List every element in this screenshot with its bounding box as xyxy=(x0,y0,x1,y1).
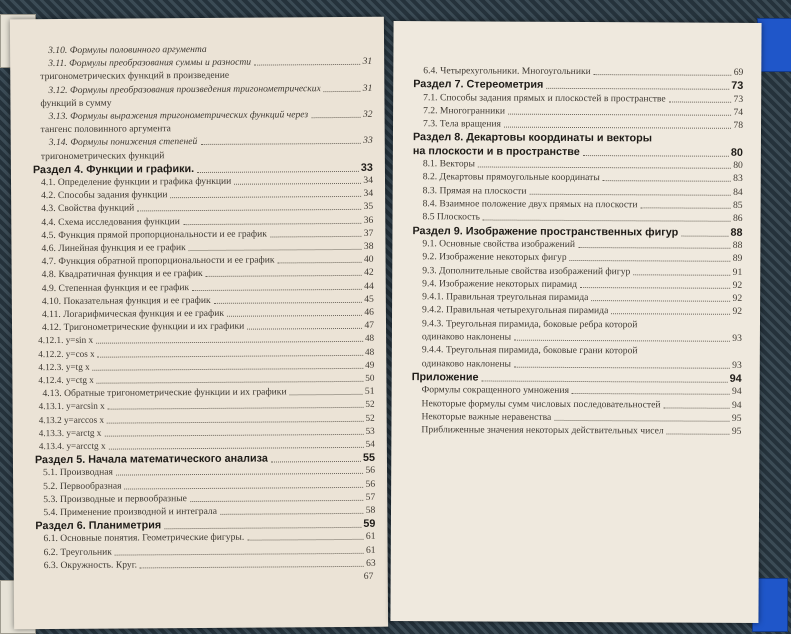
toc-entry xyxy=(43,531,375,544)
toc-page-number: 45 xyxy=(364,293,374,305)
toc-page-number: 57 xyxy=(365,491,376,503)
toc-entry xyxy=(423,198,743,211)
dot-leader xyxy=(514,366,730,368)
toc-page-number: 53 xyxy=(365,425,375,436)
toc-page-number: 94 xyxy=(732,386,742,398)
toc-page-number: 32 xyxy=(362,108,373,120)
toc-entry xyxy=(421,424,741,437)
toc-entry-title: 9.2. Изображение некоторых фигур xyxy=(422,251,567,264)
dot-leader xyxy=(189,249,362,251)
toc-entry-title: 9.1. Основные свойства изображений xyxy=(422,238,576,250)
toc-entry-title: 5.4. Применение производной и интеграла xyxy=(43,505,218,519)
toc-entry-title: 3.10. Формулы половинного аргумента xyxy=(48,43,207,57)
toc-entry-title: 4.12.2. y=cos x xyxy=(38,348,95,359)
dot-leader xyxy=(583,155,729,157)
toc-entry-title: 4.3. Свойства функций xyxy=(41,202,135,215)
toc-page-number: 84 xyxy=(733,186,743,198)
toc-entry-title: 4.12.4. y=ctg x xyxy=(38,374,94,386)
toc-entry xyxy=(423,105,743,118)
toc-page-number: 51 xyxy=(364,385,375,398)
toc-page-number: 33 xyxy=(363,135,373,147)
toc-entry-title: Некоторые формулы сумм числовых последовательностей xyxy=(421,397,661,410)
toc-entry xyxy=(422,331,742,344)
toc-entry xyxy=(41,175,373,188)
toc-page-number: 63 xyxy=(366,557,376,569)
dot-leader xyxy=(514,340,730,342)
toc-entry xyxy=(42,280,374,293)
toc-entry-title: 4.11. Логарифмическая функция и ее график xyxy=(41,307,225,321)
dot-leader xyxy=(137,209,361,212)
toc-entry xyxy=(42,307,374,320)
toc-section-heading xyxy=(33,162,373,176)
toc-page-number: 42 xyxy=(364,267,374,279)
toc-page-number: 94 xyxy=(729,372,742,385)
toc-page-number: 31 xyxy=(362,82,373,94)
left-page xyxy=(10,17,388,630)
toc-page-number: 55 xyxy=(362,451,375,465)
toc-entry xyxy=(422,305,742,318)
toc-entry xyxy=(422,398,742,411)
toc-entry xyxy=(38,360,374,373)
toc-page-number: 61 xyxy=(365,531,376,543)
toc-entry-title: 9.4. Изображение некоторых пирамид xyxy=(422,277,578,290)
toc-section-heading xyxy=(412,371,742,385)
dot-leader xyxy=(271,461,361,463)
toc-entry xyxy=(38,333,374,346)
toc-entry-title: 9.3. Дополнительные свойства изображений фигур xyxy=(422,264,631,277)
toc-entry-title: 4.13.2 y=arccos x xyxy=(38,414,105,425)
toc-entry-title: 5.2. Первообразная xyxy=(43,480,122,492)
toc-page-number: 67 xyxy=(363,570,374,582)
dot-leader xyxy=(247,328,362,330)
toc-entry xyxy=(39,439,375,452)
toc-entry-title: 8.2. Декартовы прямоугольные координаты xyxy=(422,171,600,184)
toc-entry-title: 6.2. Треугольник xyxy=(43,546,112,558)
toc-page-number: 34 xyxy=(363,174,374,186)
toc-entry xyxy=(42,320,374,333)
toc-entry xyxy=(39,426,375,439)
dot-leader xyxy=(578,247,731,249)
toc-entry-title: 4.13.3. y=arctg x xyxy=(38,427,102,438)
toc-entry-title: Раздел 4. Функции и графики. xyxy=(32,162,195,176)
dot-leader xyxy=(234,183,361,185)
toc-page-number: 92 xyxy=(732,292,743,304)
toc-entry xyxy=(42,294,374,307)
toc-page-number: 85 xyxy=(732,199,743,211)
toc-entry-title: одинаково наклонены xyxy=(421,331,512,343)
dot-leader xyxy=(641,207,731,208)
toc-entry xyxy=(423,118,743,131)
toc-page-number: 94 xyxy=(731,399,742,411)
toc-page-number: 69 xyxy=(733,66,744,78)
toc-entry xyxy=(41,228,373,241)
dot-leader xyxy=(96,341,363,344)
toc-entry-title: 4.2. Способы задания функции xyxy=(41,189,168,202)
toc-page-number: 78 xyxy=(733,120,744,132)
toc-entry-title: 7.1. Способы задания прямых и плоскостей в пространстве xyxy=(423,91,666,105)
toc-page-number: 92 xyxy=(732,279,743,291)
toc-page-number: 52 xyxy=(365,399,375,410)
dot-leader xyxy=(669,101,732,102)
toc-entry-title: 4.12.3. y=tg x xyxy=(38,361,90,372)
toc-entry xyxy=(41,188,373,201)
toc-entry-title: 4.10. Показательная функция и ее график xyxy=(41,294,211,307)
toc-entry-title: 3.13. Формулы выражения тригонометрических функций через xyxy=(48,109,309,123)
dot-leader xyxy=(483,220,731,222)
toc-entry xyxy=(423,92,743,105)
toc-entry xyxy=(422,265,742,278)
dot-leader xyxy=(206,275,362,277)
right-page xyxy=(390,21,761,623)
toc-page-number: 35 xyxy=(363,201,374,213)
toc-entry-title: 3.11. Формулы преобразования суммы и разности xyxy=(48,56,252,70)
toc-entry xyxy=(422,358,742,371)
toc-entry xyxy=(44,558,376,571)
toc-entry-title: 6.4. Четырехугольники. Многоугольники xyxy=(423,65,591,78)
toc-page-number: 56 xyxy=(365,478,376,490)
toc-entry xyxy=(42,267,374,280)
dot-leader xyxy=(164,527,361,529)
toc-page-number: 59 xyxy=(363,517,376,531)
toc-entry-title: Приближенные значения некоторых действительных чисел xyxy=(421,424,664,437)
dot-leader xyxy=(594,74,732,76)
toc-entry-title: 7.2. Многогранники xyxy=(423,105,506,117)
toc-entry xyxy=(422,278,742,291)
dot-leader xyxy=(192,288,362,290)
toc-page-number: 86 xyxy=(732,213,743,225)
dot-leader xyxy=(667,434,730,435)
dot-leader xyxy=(611,314,730,316)
dot-leader xyxy=(97,381,363,384)
dot-leader xyxy=(104,434,363,437)
toc-entry-title: Раздел 9. Изображение пространственных фигур xyxy=(412,224,679,239)
dot-leader xyxy=(116,473,364,476)
toc-page-number: 93 xyxy=(732,332,742,344)
toc-page-number: 47 xyxy=(364,319,375,332)
dot-leader xyxy=(663,407,729,408)
dot-leader xyxy=(183,222,362,224)
toc-entry-title: 4.1. Определение функции и графика функции xyxy=(40,175,232,189)
toc-entry-title: одинаково наклонены xyxy=(421,357,511,370)
toc-entry-title: Раздел 5. Начала математического анализа xyxy=(34,452,268,467)
toc-page-number: 61 xyxy=(365,544,376,556)
toc-page-number: 88 xyxy=(730,226,743,239)
toc-entry-title: 3.14. Формулы понижения степеней xyxy=(48,136,198,149)
toc-entry xyxy=(44,544,376,557)
toc-entry-title: 7.3. Тела вращения xyxy=(423,118,501,130)
dot-leader xyxy=(200,143,361,145)
toc-page-number: 44 xyxy=(364,280,374,292)
toc-entry xyxy=(42,386,374,399)
dot-leader xyxy=(570,260,731,262)
toc-entry-title: 4.8. Квадратичная функция и ее график xyxy=(41,268,203,281)
dot-leader xyxy=(591,300,730,302)
toc-page-number: 31 xyxy=(362,55,373,68)
toc-entry-title: функций в сумму xyxy=(40,97,112,109)
toc-entry-title: 8.5 Плоскость xyxy=(422,211,481,223)
toc-page-number: 33 xyxy=(360,161,373,174)
toc-entry-title: тригонометрических функций xyxy=(40,149,165,162)
toc-entry xyxy=(39,412,375,425)
page-clip-icon xyxy=(757,18,791,72)
dot-leader xyxy=(603,181,731,183)
toc-entry xyxy=(38,373,374,386)
dot-leader xyxy=(633,274,730,276)
dot-leader xyxy=(109,447,364,450)
toc-entry-title: 3.12. Формулы преобразования произведения тригонометрических xyxy=(48,82,321,96)
toc-entry-title: 8.3. Прямая на плоскости xyxy=(422,184,527,197)
toc-entry-title: 4.12.1. y=sin x xyxy=(38,335,94,346)
toc-page-number: 46 xyxy=(364,306,374,318)
dot-leader xyxy=(290,394,363,396)
toc-entry-title: 9.4.4. Треугольная пирамида, боковые грани которой xyxy=(421,344,638,357)
toc-page-number: 73 xyxy=(733,93,744,105)
dot-leader xyxy=(529,193,731,195)
dot-leader xyxy=(125,486,364,489)
toc-page-number: 73 xyxy=(731,80,744,93)
toc-entry xyxy=(422,251,742,264)
toc-entry-title: 9.4.1. Правильная треугольная пирамида xyxy=(422,291,589,304)
toc-entry-title: Некоторые важные неравенства xyxy=(421,410,552,423)
toc-entry-title: 4.9. Степенная функция и ее график xyxy=(41,281,190,294)
toc-entry-title: 4.12. Тригонометрические функции и их графики xyxy=(41,320,245,334)
dot-leader xyxy=(140,566,364,569)
toc-entry xyxy=(48,82,372,95)
dot-leader xyxy=(580,287,731,289)
dot-leader xyxy=(214,302,363,304)
toc-entry xyxy=(421,411,741,424)
toc-page-number: 38 xyxy=(363,240,374,252)
toc-page-number: 49 xyxy=(365,359,375,370)
toc-entry-title: тангенс половинного аргумента xyxy=(40,123,171,136)
toc-entry xyxy=(423,65,743,78)
dot-leader xyxy=(270,236,362,238)
dot-leader xyxy=(197,171,359,173)
toc-entry xyxy=(38,346,374,359)
toc-page-number: 88 xyxy=(732,239,743,251)
toc-entry xyxy=(422,238,742,251)
toc-page-number: 89 xyxy=(732,253,743,265)
toc-entry-title: 4.13.1. y=arcsin x xyxy=(38,401,105,412)
toc-page-number: 95 xyxy=(731,412,742,424)
toc-section-heading xyxy=(413,145,743,159)
toc-section-heading xyxy=(35,452,375,466)
dot-leader xyxy=(681,235,728,236)
toc-entry-title: тригонометрических функций в произведение xyxy=(40,70,230,83)
toc-page-number: 40 xyxy=(363,253,374,266)
dot-leader xyxy=(278,262,362,264)
toc-entry xyxy=(422,384,742,397)
toc-entry-title: 5.1. Производная xyxy=(43,466,113,479)
toc-entry-title: 8.1. Векторы xyxy=(422,158,475,170)
toc-page-number: 80 xyxy=(733,159,743,171)
toc-entry-title: 9.4.3. Треугольная пирамида, боковые ребра которой xyxy=(421,317,638,331)
toc-entry xyxy=(43,465,375,478)
toc-page-number: 58 xyxy=(365,504,376,516)
dot-leader xyxy=(190,500,364,502)
toc-page-number: 50 xyxy=(365,372,375,383)
dot-leader xyxy=(324,90,361,91)
toc-entry-title: Раздел 6. Планиметрия xyxy=(35,519,162,533)
dot-leader xyxy=(482,380,728,382)
toc-entry xyxy=(43,492,375,505)
dot-leader xyxy=(478,167,731,169)
toc-section-heading xyxy=(412,225,742,239)
toc-section-heading xyxy=(35,518,375,532)
toc-entry xyxy=(423,158,743,171)
toc-entry-title: 4.7. Функция обратной пропорциональности и ее график xyxy=(41,254,275,268)
toc-entry-title: 4.4. Схема исследования функции xyxy=(41,215,180,228)
toc-entry xyxy=(48,56,372,69)
toc-entry-title: 6.1. Основные понятия. Геометрические фигуры. xyxy=(43,532,245,545)
toc-entry-title: 4.6. Линейная функция и ее график xyxy=(41,242,186,255)
dot-leader xyxy=(108,407,364,410)
dot-leader xyxy=(254,64,361,66)
dot-leader xyxy=(554,420,730,422)
toc-entry xyxy=(42,254,374,267)
toc-entry-title: Раздел 7. Стереометрия xyxy=(413,78,544,92)
dot-leader xyxy=(93,368,363,371)
dot-leader xyxy=(220,513,364,515)
dot-leader xyxy=(504,127,732,129)
toc-page-number: 83 xyxy=(733,173,743,185)
toc-page-number: 74 xyxy=(733,106,744,118)
toc-page-number: 48 xyxy=(364,346,375,357)
toc-page-number: 52 xyxy=(365,412,375,423)
toc-entry-title: 5.3. Производные и первообразные xyxy=(43,492,187,505)
toc-page-number: 92 xyxy=(732,306,743,318)
toc-entry xyxy=(39,399,375,412)
toc-page-number: 54 xyxy=(365,438,375,449)
toc-entry-title: 4.13. Обратные тригонометрические функции и их графики xyxy=(42,386,287,400)
dot-leader xyxy=(508,114,731,116)
dot-leader xyxy=(107,420,363,423)
toc-entry xyxy=(41,241,373,254)
toc-entry xyxy=(423,211,743,224)
dot-leader xyxy=(572,393,730,395)
toc-entry xyxy=(43,478,375,491)
dot-leader xyxy=(171,196,362,198)
toc-entry xyxy=(423,185,743,198)
toc-entry-title: 4.5. Функция прямой пропорциональности и ее график xyxy=(41,228,267,241)
toc-page-number: 34 xyxy=(363,187,374,200)
toc-entry xyxy=(43,505,375,518)
toc-entry-title: 6.3. Окружность. Круг. xyxy=(43,559,137,571)
toc-entry-title: Формулы сокращенного умножения xyxy=(421,384,570,397)
toc-entry-title: 9.4.2. Правильная четырехугольная пирамида xyxy=(422,304,609,317)
toc-page-number: 56 xyxy=(365,465,376,477)
dot-leader xyxy=(115,552,364,555)
toc-entry-title: на плоскости и в пространстве xyxy=(412,144,580,158)
toc-entry xyxy=(423,172,743,185)
dot-leader xyxy=(98,354,363,357)
toc-entry-title: 8.4. Взаимное положение двух прямых на плоскости xyxy=(422,198,638,211)
dot-leader xyxy=(247,539,364,541)
toc-entry-title: Приложение xyxy=(411,371,479,384)
toc-page-number: 80 xyxy=(730,146,743,159)
toc-page-number: 95 xyxy=(731,425,742,437)
dot-leader xyxy=(546,88,729,90)
toc-page-number: 48 xyxy=(364,333,375,344)
dot-leader xyxy=(311,117,361,118)
toc-entry xyxy=(422,291,742,304)
toc-page-number: 36 xyxy=(363,214,374,226)
toc-entry xyxy=(49,109,373,122)
toc-entry xyxy=(41,214,373,227)
toc-entry-title: 4.13.4. y=arcctg x xyxy=(38,440,106,452)
toc-entry xyxy=(41,201,373,214)
toc-page-number: 93 xyxy=(732,359,742,371)
toc-section-heading: Раздел 8. Декартовы координаты и векторы xyxy=(412,130,652,144)
toc-page-number: 91 xyxy=(732,266,743,278)
toc-entry xyxy=(49,135,373,148)
toc-page-number: 37 xyxy=(363,227,374,239)
dot-leader xyxy=(227,315,362,317)
toc-section-heading xyxy=(413,78,743,92)
